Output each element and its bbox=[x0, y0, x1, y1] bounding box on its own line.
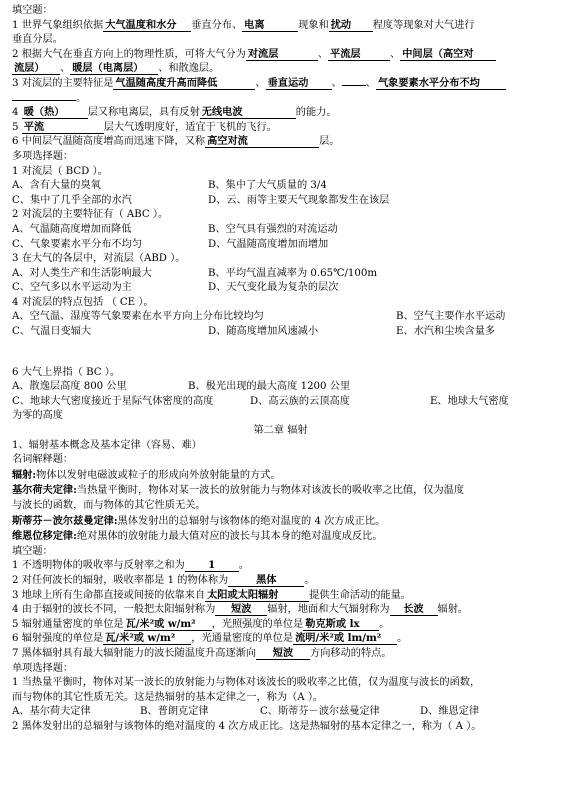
answer-blank: 瓦/米²或 w/m² bbox=[124, 619, 212, 631]
single-choice-1-options: A、基尔荷夫定律 B、普朗克定律 C、斯蒂芬－波尔兹曼定律 D、维恩定律 bbox=[12, 706, 480, 718]
answer-blank: 短波 bbox=[256, 648, 310, 660]
answer-blank: 平流层 bbox=[328, 49, 390, 61]
chapter-title: 第二章 辐射 bbox=[253, 425, 308, 437]
definition-wien: 维恩位移定律:绝对黑体的放射能力最大值对应的波长与其本身的绝对温度成反比。 bbox=[12, 530, 383, 543]
fill-question-1: 1 世界气象组织依据 大气温度和水分 垂直分布、 电离 现象和 扰动 程度等现象对大气进行 bbox=[12, 18, 475, 31]
single-choice-1-stem: 1 当热量平衡时，物体对某一波长的放射能力与物体对该波长的吸收率之比值，仅为温度与波长的函数， bbox=[12, 677, 481, 689]
section-title: 单项选择题： bbox=[12, 662, 74, 674]
fill2-question-6: 6 辐射强度的单位是 瓦/米²或 w/m² ，光通量密度的单位是 流明/米²或 lm/m² 。 bbox=[12, 632, 408, 645]
single-choice-1-stem-cont: 而与物体的其它性质无关。这是热辐射的基本定律之一，称为（A ）。 bbox=[12, 691, 324, 703]
mc-question-6-stem: 6 大气上界指（ BC ）。 bbox=[12, 366, 121, 378]
answer-blank: 勒克斯或 lx bbox=[303, 619, 379, 631]
answer-blank: 电离 bbox=[242, 20, 298, 32]
answer-blank: 平流 bbox=[22, 122, 104, 134]
fill2-question-1: 1 不透明物体的吸收率与反射率之和为 1 。 bbox=[12, 559, 249, 572]
answer-blank: 短波 bbox=[215, 604, 267, 616]
mc-question-6-options-2: C、地球大气密度接近于星际气体密度的高度 D、高云族的云顶高度 E、地球大气密度 bbox=[12, 395, 509, 407]
definition-kirchhoff-cont: 与波长的函数，而与物体的其它性质无关。 bbox=[12, 500, 206, 511]
section-title: 填空题： bbox=[12, 545, 53, 557]
definition-radiation: 辐射:物体以发射电磁波或粒子的形成向外放射能量的方式。 bbox=[12, 468, 281, 481]
mc-question-2-stem: 2 对流层的主要特征有（ ABC ）。 bbox=[12, 209, 169, 221]
definition-kirchhoff: 基尔荷夫定律:当热量平衡时，物体对某一波长的放射能力与物体对该波长的吸收率之比值，仅为温度 bbox=[12, 484, 465, 497]
fill-question-2-cont: 流层） 、 暖层（电离层） 、和散逸层。 bbox=[14, 62, 220, 75]
answer-blank: 黑体 bbox=[228, 575, 304, 587]
mc-question-3-stem: 3 在大气的各层中，对流层（ABD ）。 bbox=[12, 253, 186, 265]
answer-blank: 对流层 bbox=[246, 49, 318, 61]
answer-blank: 暖层（电离层） bbox=[70, 63, 158, 75]
mc-question-3-options-2: C、空气多以水平运动为主 D、天气变化最为复杂的层次 bbox=[12, 282, 339, 294]
fill-question-3-cont: 。 bbox=[12, 92, 549, 107]
section-title: 名词解释题： bbox=[12, 454, 74, 466]
answer-blank: 长波 bbox=[390, 604, 438, 616]
answer-blank: 气象要素水平分布不均 bbox=[376, 78, 506, 90]
fill-question-6: 6 中间层气温随高度增高而迅速下降，又称 高空对流 层。 bbox=[12, 135, 340, 148]
answer-blank: 太阳或太阳辐射 bbox=[205, 590, 309, 602]
answer-blank bbox=[342, 85, 366, 86]
answer-blank: 瓦/米²或 w/m² bbox=[103, 633, 191, 645]
answer-blank: 垂直运动 bbox=[266, 78, 332, 90]
section-title: 填空题： bbox=[12, 5, 53, 16]
mc-question-3-options-1: A、对人类生产和生活影响最大 B、平均气温直减率为 0.65℃/100m bbox=[12, 267, 378, 279]
answer-blank: 流明/米²或 lm/m² bbox=[293, 633, 397, 645]
fill2-question-2: 2 对任何波长的辐射，吸收率都是 1 的物体称为 黑体 。 bbox=[12, 573, 315, 586]
mc-question-1-options-2: C、集中了几乎全部的水汽 D、云、雨等主要天气现象都发生在该层 bbox=[12, 194, 390, 206]
answer-blank: 高空对流 bbox=[205, 136, 319, 148]
fill2-question-3: 3 地球上所有生命都直接或间接的依靠来自 太阳或太阳辐射 提供生命活动的能量。 bbox=[12, 588, 411, 601]
answer-blank bbox=[12, 100, 76, 101]
mc-question-1-stem: 1 对流层（ BCD ）。 bbox=[12, 165, 108, 177]
answer-blank: 流层） bbox=[12, 63, 60, 75]
answer-blank: 中间层（高空对 bbox=[400, 49, 496, 61]
answer-blank: 无线电波 bbox=[200, 107, 296, 119]
single-choice-2-stem: 2 黑体发射出的总辐射与该物体的绝对温度的 4 次方成正比。这是热辐射的基本定律之一，称为（ A ）。 bbox=[12, 720, 482, 732]
mc-question-4-options-2: C、气温日变辐大 D、随高度增加风速减小 E、水汽和尘埃含量多 bbox=[12, 326, 496, 338]
fill-question-5: 5 平流 层大气透明度好，适宜于飞机的飞行。 bbox=[12, 120, 277, 133]
answer-blank: 扰动 bbox=[329, 20, 373, 32]
fill2-question-4: 4 由于辐射的波长不同，一般把太阳辐射称为 短波 辐射，地面和大气辐射称为 长波 辐射。 bbox=[12, 603, 469, 616]
knowledge-point: 1、辐射基本概念及基本定律（容易、难） bbox=[12, 439, 202, 451]
definition-stefan-boltzmann: 斯蒂芬－波尔兹曼定律:黑体发射出的总辐射与该物体的绝对温度的 4 次方成正比。 bbox=[12, 514, 386, 527]
fill-question-4: 4 暖（热） 层又称电离层，具有反射 无线电波 的能力。 bbox=[12, 106, 337, 119]
mc-question-6-options-cont: 为零的高度 bbox=[12, 410, 63, 422]
fill-question-1-cont: 垂直分层。 bbox=[12, 34, 63, 46]
section-title: 多项选择题： bbox=[12, 150, 74, 162]
fill-question-2: 2 根据大气在垂直方向上的物理性质，可将大气分为 对流层 、 平流层 、 中间层（高空对 bbox=[12, 48, 549, 63]
mc-question-2-options-2: C、气象要素水平分布不均匀 D、气温随高度增加而增加 bbox=[12, 238, 329, 250]
mc-question-2-options-1: A、气温随高度增加而降低 B、空气具有强烈的对流运动 bbox=[12, 223, 338, 235]
answer-blank: 大气温度和水分 bbox=[103, 20, 191, 32]
fill2-question-7: 7 黑体辐射具有最大辐射能力的波长随温度升高逐渐向 短波 方向移动的特点。 bbox=[12, 646, 392, 659]
mc-question-1-options-1: A、含有大量的臭氧 B、集中了大气质量的 3/4 bbox=[12, 180, 327, 192]
mc-question-4-stem: 4 对流层的特点包括 （ CE ）。 bbox=[12, 296, 154, 308]
answer-blank: 暖（热） bbox=[22, 107, 88, 119]
mc-question-6-options-1: A、散逸层高度 800 公里 B、极光出现的最大高度 1200 公里 bbox=[12, 381, 351, 393]
fill2-question-5: 5 辐射通量密度的单位是 瓦/米²或 w/m² ，光照强度的单位是 勒克斯或 lx 。 bbox=[12, 617, 390, 630]
answer-blank: 气温随高度升高而降低 bbox=[113, 78, 255, 90]
fill-question-3: 3 对流层的主要特征是 气温随高度升高而降低 、 垂直运动 、 、 气象要素水平分布不均 bbox=[12, 77, 549, 92]
mc-question-4-options-1: A、空气温、湿度等气象要素在水平方向上分布比较均匀 B、空气主要作水平运动 bbox=[12, 311, 506, 323]
answer-blank: 1 bbox=[185, 560, 239, 572]
